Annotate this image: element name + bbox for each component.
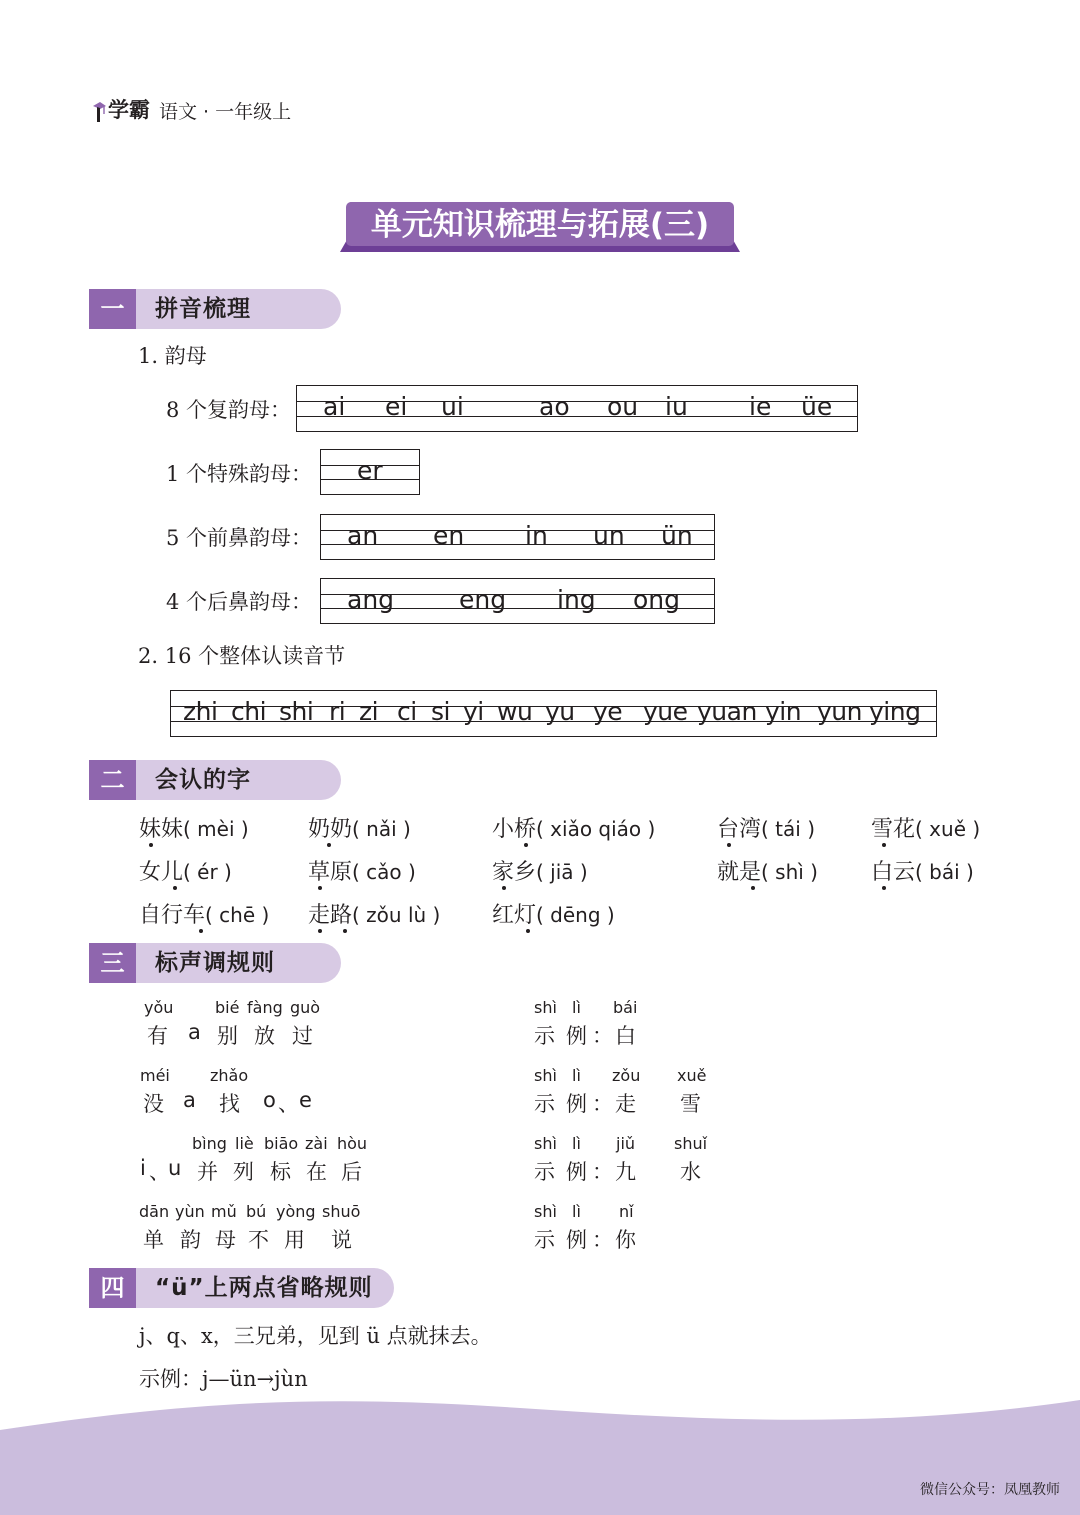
example-char: 示 xyxy=(534,1092,555,1116)
word-pinyin: ( nǎi ) xyxy=(352,817,411,841)
word-item xyxy=(308,812,411,843)
section-label: 标声调规则 xyxy=(155,950,275,976)
syllable-yu: yu xyxy=(545,697,575,726)
rule-char: 母 xyxy=(215,1228,236,1252)
final-vn: ün xyxy=(661,521,693,550)
section-number: 三 xyxy=(89,943,136,983)
final-ao: ao xyxy=(539,392,570,421)
example-pinyin: bái xyxy=(613,998,638,1017)
rule-char: a xyxy=(183,1088,196,1112)
final-iu: iu xyxy=(665,392,688,421)
rule-char: e xyxy=(299,1088,312,1112)
final-er: er xyxy=(357,456,383,485)
back-nasal-label: 4 个后鼻韵母： xyxy=(166,590,313,614)
example-char: 例 xyxy=(566,1228,587,1252)
final-ue: üe xyxy=(801,392,833,421)
syllable-yin: yin xyxy=(765,697,802,726)
final-ang: ang xyxy=(347,585,395,614)
emphasis-dot xyxy=(173,886,177,890)
rule-pinyin: bié xyxy=(215,998,240,1017)
syllable-ri: ri xyxy=(329,697,346,726)
rule-pinyin: yùn xyxy=(175,1202,205,1221)
example-char: 你 xyxy=(615,1228,636,1252)
rule-pinyin: yòng xyxy=(276,1202,316,1221)
back-nasal-box xyxy=(320,578,715,624)
final-eng: eng xyxy=(459,585,507,614)
rule-char: a xyxy=(188,1020,201,1044)
umlaut-rule: j、q、x，三兄弟，见到 ü 点就抹去。 xyxy=(139,1324,492,1348)
word-characters: 自行车 xyxy=(139,903,206,928)
syllable-ci: ci xyxy=(397,697,417,726)
example-char: 水 xyxy=(680,1160,701,1184)
word-characters: 妹妹 xyxy=(139,817,184,842)
example-char: 例 xyxy=(566,1160,587,1184)
word-pinyin: ( shì ) xyxy=(761,860,818,884)
word-pinyin: ( ér ) xyxy=(183,860,232,884)
footer-credit: 微信公众号：凤凰教师 xyxy=(920,1482,1060,1498)
final-ie: ie xyxy=(749,392,772,421)
rule-char: o xyxy=(263,1088,276,1112)
example-pinyin: shì xyxy=(534,1134,557,1153)
example-char: ： xyxy=(592,1092,613,1116)
word-pinyin: ( xuě ) xyxy=(915,817,981,841)
rule-char: 说 xyxy=(331,1228,352,1252)
rule-pinyin: biāo xyxy=(264,1134,299,1153)
example-char: 示 xyxy=(534,1160,555,1184)
word-item xyxy=(308,855,416,886)
rule-pinyin: bú xyxy=(246,1202,267,1221)
brand-name: 学霸 xyxy=(108,98,150,122)
example-char: 白 xyxy=(615,1024,636,1048)
final-ou: ou xyxy=(607,392,639,421)
syllable-ying: ying xyxy=(869,697,921,726)
syllable-shi: shi xyxy=(279,697,314,726)
final-ing: ing xyxy=(557,585,596,614)
rule-char: 单 xyxy=(143,1228,164,1252)
section-number: 四 xyxy=(89,1268,136,1308)
rule-pinyin: zài xyxy=(305,1134,328,1153)
emphasis-dot xyxy=(751,886,755,890)
emphasis-dot xyxy=(882,886,886,890)
umlaut-example: 示例：j—ün→jùn xyxy=(139,1367,308,1391)
rule-char: 、 xyxy=(149,1160,170,1184)
final-ong: ong xyxy=(633,585,681,614)
example-pinyin: lì xyxy=(572,1202,581,1221)
syllable-yue: yue xyxy=(643,697,688,726)
word-pinyin: ( zǒu lù ) xyxy=(352,903,441,927)
word-pinyin: ( xiǎo qiáo ) xyxy=(536,817,656,841)
word-characters: 女儿 xyxy=(139,860,184,885)
subheading-syllables: 2. 16 个整体认读音节 xyxy=(138,644,346,668)
rule-char: 用 xyxy=(284,1228,305,1252)
example-pinyin: nǐ xyxy=(619,1202,634,1221)
word-pinyin: ( tái ) xyxy=(761,817,815,841)
emphasis-dot xyxy=(526,929,530,933)
page-title: 单元知识梳理与拓展(三) xyxy=(370,207,710,243)
rule-char: 别 xyxy=(217,1024,238,1048)
example-pinyin: shuǐ xyxy=(674,1134,708,1153)
example-char: 例 xyxy=(566,1024,587,1048)
rule-char: 后 xyxy=(341,1160,362,1184)
syllable-yuan: yuan xyxy=(697,697,757,726)
rule-char: 并 xyxy=(197,1160,218,1184)
rule-char: 在 xyxy=(306,1160,327,1184)
rule-char: 过 xyxy=(292,1024,313,1048)
final-un: un xyxy=(593,521,625,550)
emphasis-dot xyxy=(318,886,322,890)
word-item xyxy=(139,812,249,843)
emphasis-dot xyxy=(318,929,322,933)
final-in: in xyxy=(525,521,548,550)
graduation-cap-icon xyxy=(92,94,106,124)
final-an: an xyxy=(347,521,379,550)
compound-finals-label: 8 个复韵母： xyxy=(166,398,292,422)
word-item xyxy=(139,898,269,929)
example-char: 雪 xyxy=(680,1092,701,1116)
rule-pinyin: hòu xyxy=(337,1134,368,1153)
emphasis-dot xyxy=(199,929,203,933)
emphasis-dot xyxy=(502,886,506,890)
rule-char: 、 xyxy=(278,1092,299,1116)
section-number: 一 xyxy=(89,289,136,329)
example-pinyin: zǒu xyxy=(612,1066,641,1085)
example-pinyin: lì xyxy=(572,998,581,1017)
emphasis-dot xyxy=(524,843,528,847)
rule-pinyin: mǔ xyxy=(211,1202,237,1221)
syllable-yi: yi xyxy=(463,697,484,726)
word-item xyxy=(492,855,588,886)
syllable-ye: ye xyxy=(593,697,623,726)
final-en: en xyxy=(433,521,465,550)
example-pinyin: shì xyxy=(534,998,557,1017)
rule-pinyin: bìng xyxy=(192,1134,227,1153)
rule-pinyin: fàng xyxy=(247,998,283,1017)
section-number: 二 xyxy=(89,760,136,800)
final-ui: ui xyxy=(441,392,464,421)
rule-pinyin: méi xyxy=(140,1066,170,1085)
word-characters: 红灯 xyxy=(492,903,537,928)
section-label: 会认的字 xyxy=(155,767,251,793)
syllable-yun: yun xyxy=(817,697,862,726)
word-characters: 白云 xyxy=(871,860,916,885)
example-pinyin: shì xyxy=(534,1202,557,1221)
special-final-label: 1 个特殊韵母： xyxy=(166,462,313,486)
word-item xyxy=(717,812,815,843)
syllable-zhi: zhi xyxy=(183,697,218,726)
rule-char: 韵 xyxy=(180,1228,201,1252)
rule-char: 标 xyxy=(270,1160,291,1184)
rule-char: i xyxy=(140,1156,146,1180)
subheading-finals: 1. 韵母 xyxy=(138,344,207,368)
example-pinyin: lì xyxy=(572,1134,581,1153)
word-item xyxy=(717,855,818,886)
bottom-wave xyxy=(0,1390,1080,1515)
book-subtitle: 语文 · 一年级上 xyxy=(159,101,292,123)
rule-pinyin: guò xyxy=(290,998,321,1017)
rule-char: 列 xyxy=(233,1160,254,1184)
emphasis-dot xyxy=(727,843,731,847)
word-characters: 雪花 xyxy=(871,817,916,842)
word-pinyin: ( bái ) xyxy=(915,860,974,884)
example-char: 示 xyxy=(534,1024,555,1048)
rule-char: u xyxy=(168,1156,182,1180)
rule-pinyin: zhǎo xyxy=(210,1066,249,1085)
example-pinyin: shì xyxy=(534,1066,557,1085)
word-item xyxy=(139,855,232,886)
word-characters: 家乡 xyxy=(492,860,537,885)
rule-char: 没 xyxy=(143,1092,164,1116)
word-item xyxy=(308,898,440,929)
word-item xyxy=(871,855,974,886)
word-item xyxy=(492,898,615,929)
rule-pinyin: dān xyxy=(139,1202,170,1221)
example-pinyin: jiǔ xyxy=(616,1134,636,1153)
rule-char: 不 xyxy=(248,1228,269,1252)
word-pinyin: ( chē ) xyxy=(205,903,270,927)
word-item xyxy=(492,812,655,843)
word-characters: 小桥 xyxy=(492,817,537,842)
section-label: “ü”上两点省略规则 xyxy=(155,1275,373,1301)
emphasis-dot xyxy=(327,843,331,847)
word-item xyxy=(871,812,980,843)
word-pinyin: ( dēng ) xyxy=(536,903,615,927)
example-char: ： xyxy=(592,1228,613,1252)
example-char: ： xyxy=(592,1024,613,1048)
word-characters: 走路 xyxy=(308,903,353,928)
word-characters: 台湾 xyxy=(717,817,762,842)
word-characters: 就是 xyxy=(717,860,762,885)
front-nasal-label: 5 个前鼻韵母： xyxy=(166,526,313,550)
rule-pinyin: yǒu xyxy=(144,998,174,1017)
syllable-chi: chi xyxy=(231,697,267,726)
syllable-wu: wu xyxy=(497,697,533,726)
rule-pinyin: shuō xyxy=(322,1202,361,1221)
syllables-box xyxy=(170,690,937,737)
example-char: ： xyxy=(592,1160,613,1184)
example-char: 九 xyxy=(615,1160,636,1184)
example-char: 例 xyxy=(566,1092,587,1116)
word-pinyin: ( jiā ) xyxy=(536,860,588,884)
special-final-box xyxy=(320,449,420,495)
word-pinyin: ( cǎo ) xyxy=(352,860,416,884)
example-char: 示 xyxy=(534,1228,555,1252)
example-pinyin: lì xyxy=(572,1066,581,1085)
word-characters: 奶奶 xyxy=(308,817,353,842)
word-characters: 草原 xyxy=(308,860,353,885)
rule-char: 有 xyxy=(147,1024,168,1048)
final-ai: ai xyxy=(323,392,346,421)
front-nasal-box xyxy=(320,514,715,560)
compound-finals-box xyxy=(296,385,858,432)
syllable-si: si xyxy=(431,697,450,726)
rule-pinyin: liè xyxy=(235,1134,254,1153)
example-char: 走 xyxy=(615,1092,636,1116)
emphasis-dot xyxy=(343,929,347,933)
brand-header xyxy=(92,84,291,124)
final-ei: ei xyxy=(385,392,408,421)
syllable-zi: zi xyxy=(359,697,379,726)
emphasis-dot xyxy=(149,843,153,847)
emphasis-dot xyxy=(882,843,886,847)
section-label: 拼音梳理 xyxy=(155,296,251,322)
rule-char: 放 xyxy=(254,1024,275,1048)
example-pinyin: xuě xyxy=(677,1066,707,1085)
rule-char: 找 xyxy=(219,1092,240,1116)
word-pinyin: ( mèi ) xyxy=(183,817,249,841)
